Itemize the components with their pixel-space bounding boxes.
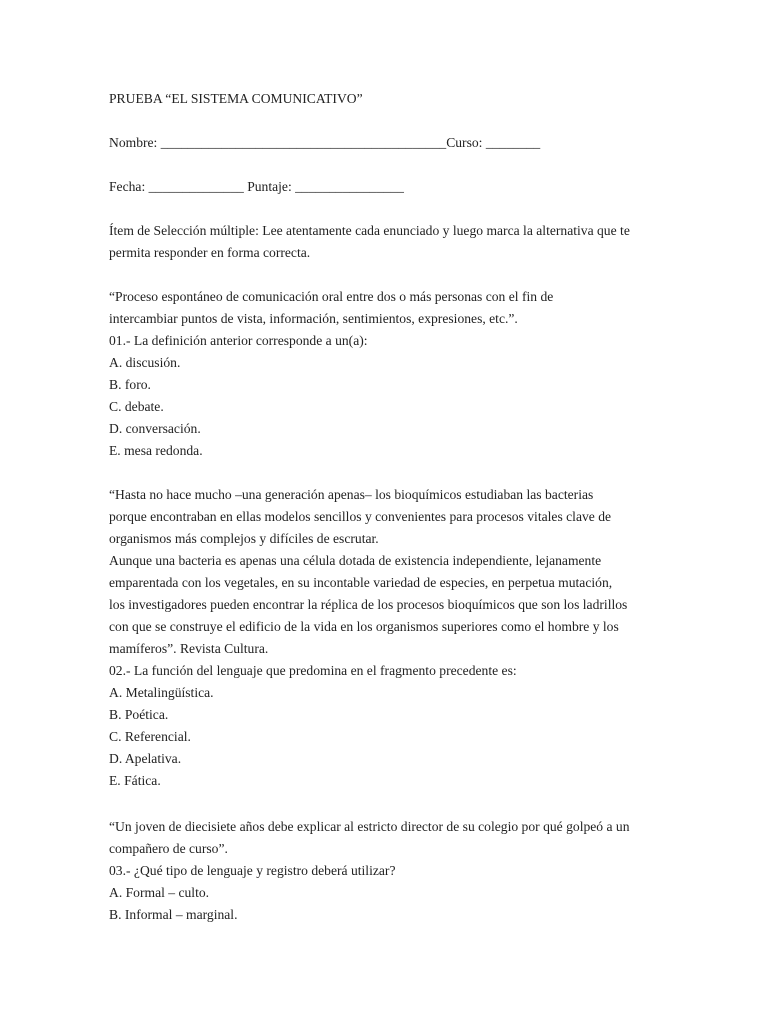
stimulus-line: los investigadores pueden encontrar la réplica de los procesos bioquímicos que son los ladrillos: [109, 597, 628, 612]
document-page: [109, 88, 669, 926]
stimulus-line: “Hasta no hace mucho –una generación apenas– los bioquímicos estudiaban las bacterias: [109, 487, 594, 502]
question-3: [109, 816, 669, 926]
option-d: D. conversación.: [109, 421, 201, 436]
option-e: E. mesa redonda.: [109, 443, 203, 458]
stimulus-line: con que se construye el edificio de la vida en los organismos superiores como el hombre y los: [109, 619, 619, 634]
stimulus-line: Aunque una bacteria es apenas una célula dotada de existencia independiente, lejanamente: [109, 553, 602, 568]
stimulus-line: “Un joven de diecisiete años debe explicar al estricto director de su colegio por qué golpeó a un: [109, 819, 630, 834]
option-a: A. discusión.: [109, 355, 181, 370]
instructions: [109, 220, 669, 264]
question-1: [109, 286, 669, 462]
page-title: PRUEBA “EL SISTEMA COMUNICATIVO”: [109, 91, 363, 106]
option-b: B. Informal – marginal.: [109, 907, 238, 922]
fecha-puntaje-line: Fecha: ______________ Puntaje: ________________: [109, 179, 404, 194]
option-c: C. debate.: [109, 399, 164, 414]
question-prompt: 03.- ¿Qué tipo de lenguaje y registro deberá utilizar?: [109, 863, 396, 878]
stimulus-line: emparentada con los vegetales, en su incontable variedad de especies, en perpetua mutación,: [109, 575, 613, 590]
stimulus-line: intercambiar puntos de vista, información, sentimientos, expresiones, etc.”.: [109, 311, 518, 326]
instructions-line: Ítem de Selección múltiple: Lee atentamente cada enunciado y luego marca la alternativa que te: [109, 223, 630, 238]
instructions-line: permita responder en forma correcta.: [109, 245, 311, 260]
option-b: B. foro.: [109, 377, 151, 392]
option-a: A. Metalingüística.: [109, 685, 214, 700]
stimulus-line: mamíferos”. Revista Cultura.: [109, 641, 269, 656]
option-d: D. Apelativa.: [109, 751, 182, 766]
option-a: A. Formal – culto.: [109, 885, 210, 900]
stimulus-line: porque encontraban en ellas modelos sencillos y convenientes para procesos vitales clave de: [109, 509, 612, 524]
stimulus-line: organismos más complejos y difíciles de escrutar.: [109, 531, 379, 546]
stimulus-line: “Proceso espontáneo de comunicación oral entre dos o más personas con el fin de: [109, 289, 554, 304]
question-prompt: 01.- La definición anterior corresponde a un(a):: [109, 333, 368, 348]
option-e: E. Fática.: [109, 773, 161, 788]
stimulus-line: compañero de curso”.: [109, 841, 228, 856]
option-b: B. Poética.: [109, 707, 169, 722]
question-prompt: 02.- La función del lenguaje que predomina en el fragmento precedente es:: [109, 663, 517, 678]
nombre-curso-line: Nombre: __________________________________________Curso: ________: [109, 135, 541, 150]
question-2: [109, 484, 669, 792]
option-c: C. Referencial.: [109, 729, 191, 744]
